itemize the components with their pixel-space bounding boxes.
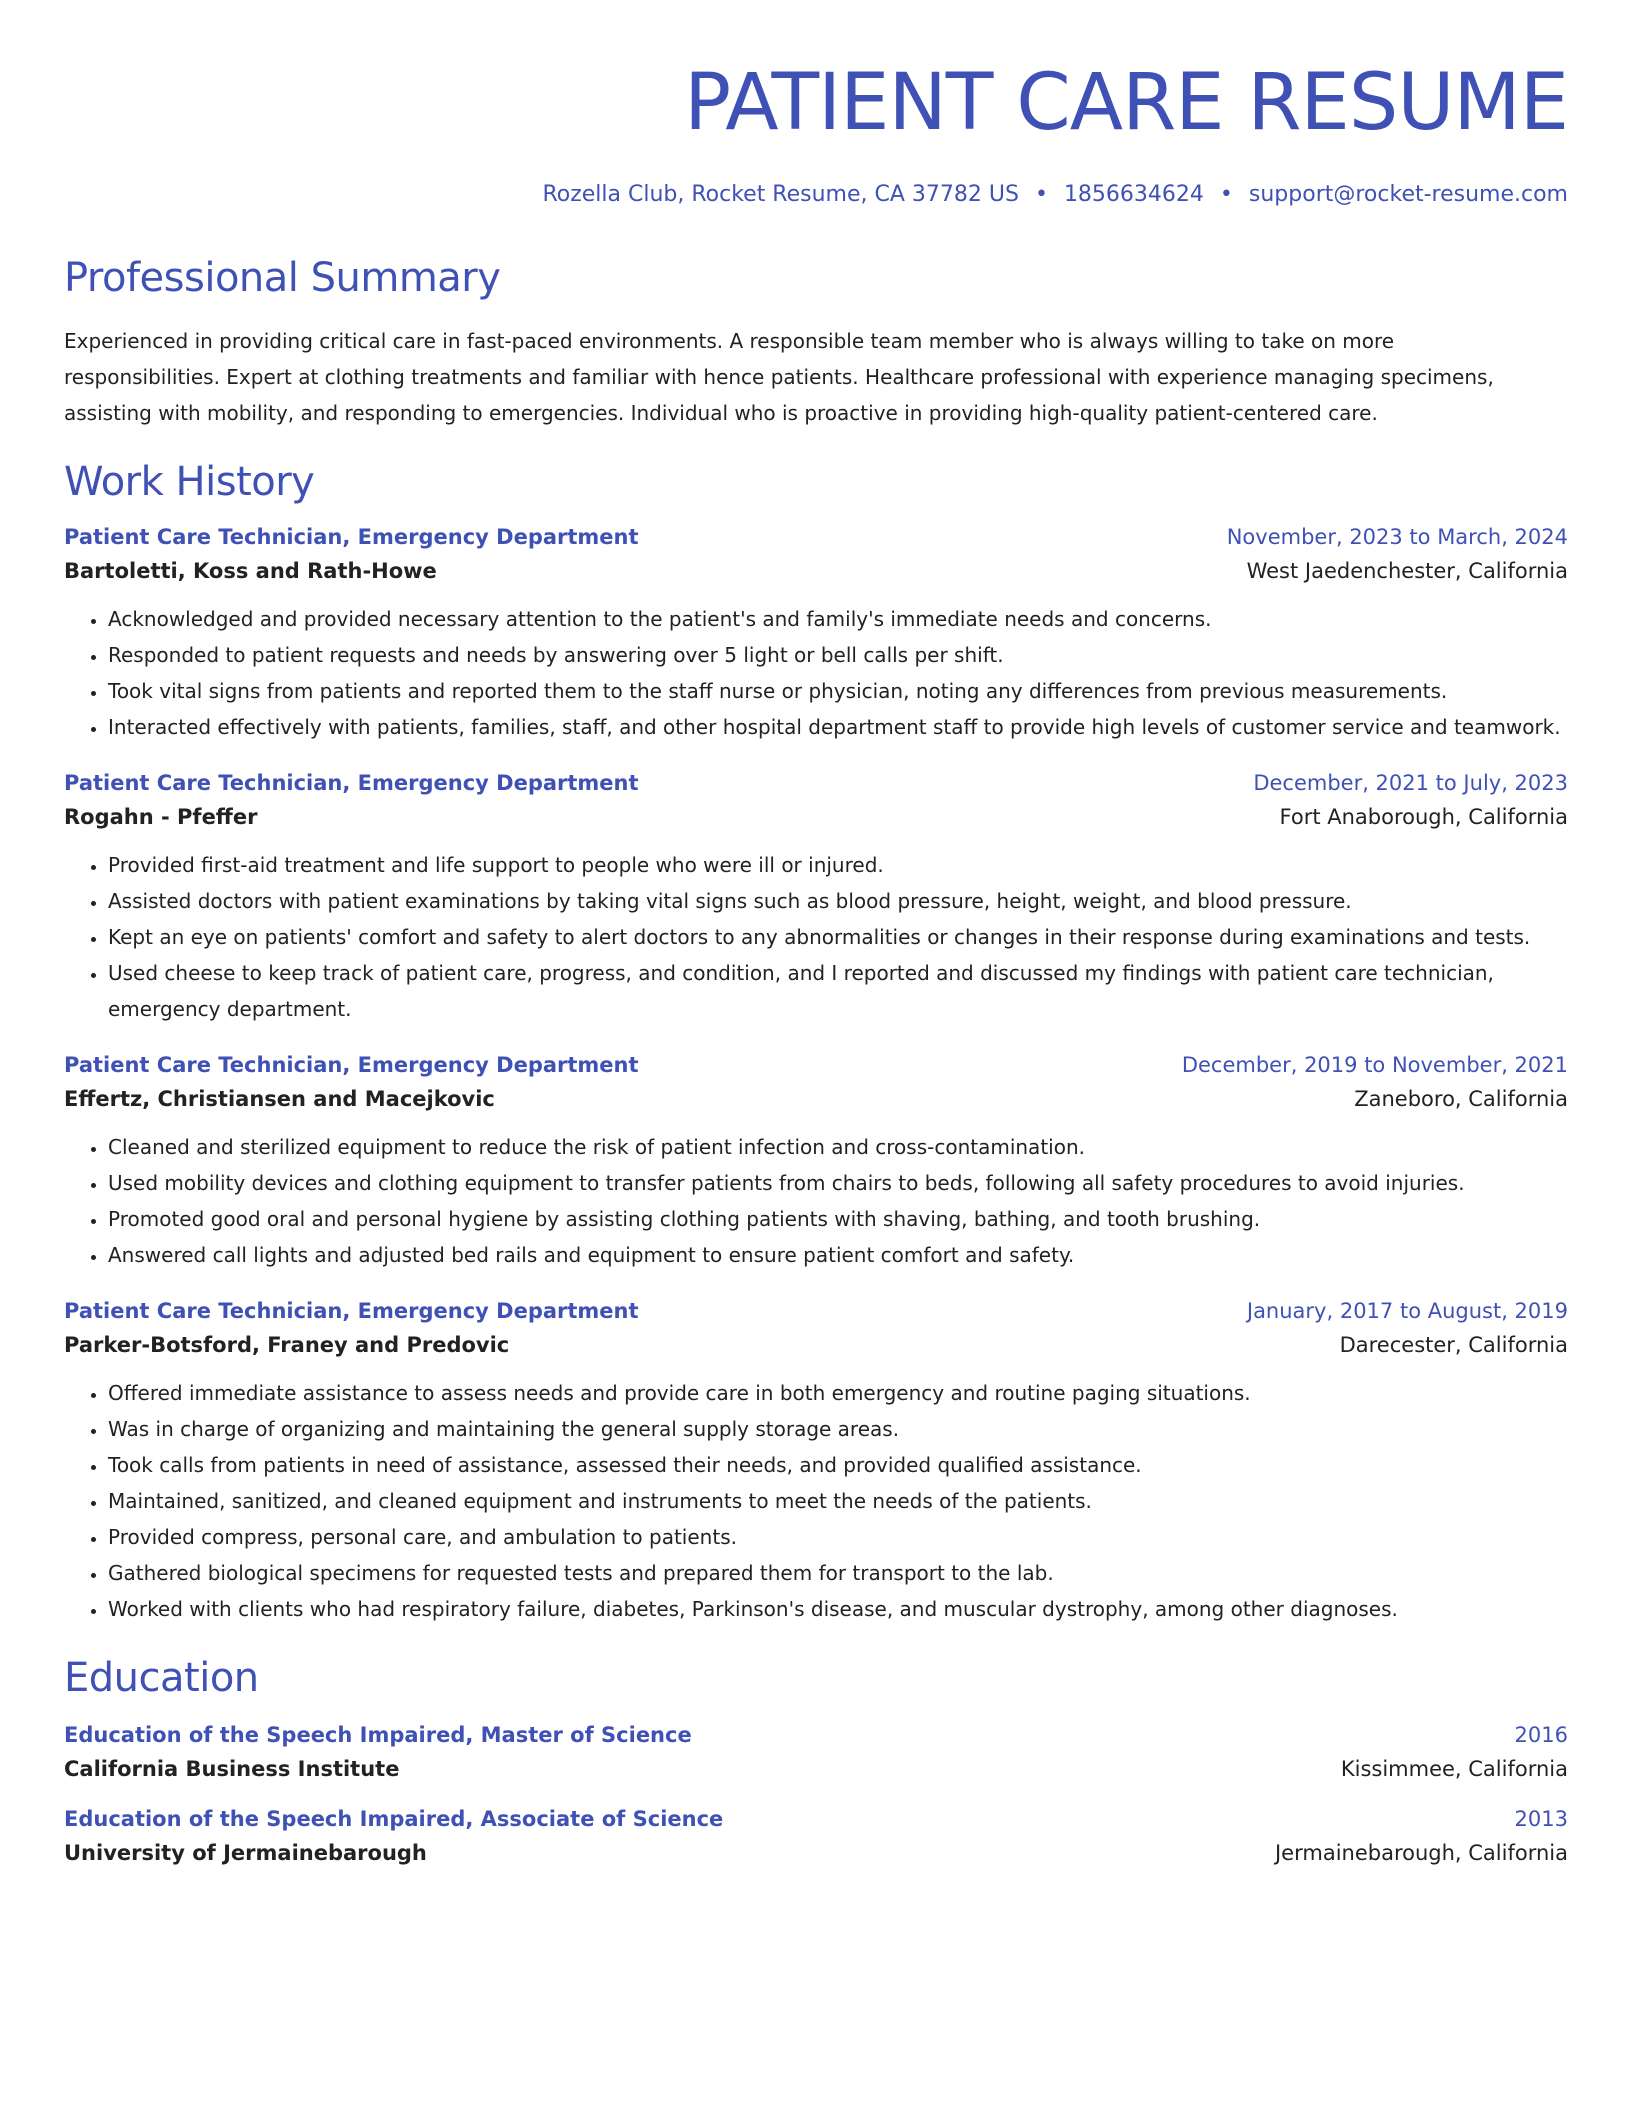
list-item: • Acknowledged and provided necessary attention to the patient's and family's immediate needs and concerns. <box>108 601 1568 637</box>
list-item: • Took vital signs from patients and reported them to the staff nurse or physician, noting any differences from previous measurements. <box>108 673 1568 709</box>
education-location: Kissimmee, California <box>1340 1757 1568 1781</box>
education-school: University of Jermainebarough <box>64 1841 427 1865</box>
education-year: 2013 <box>1514 1807 1568 1831</box>
education-heading: Education <box>64 1655 259 1701</box>
list-item: • Used cheese to keep track of patient care, progress, and condition, and I reported and discussed my findings with patient care technician, emergency department. <box>108 955 1568 1027</box>
list-item: • Worked with clients who had respiratory failure, diabetes, Parkinson's disease, and muscular dystrophy, among other diagnoses. <box>108 1591 1568 1627</box>
job-entry <box>64 771 1568 1027</box>
list-item: • Cleaned and sterilized equipment to reduce the risk of patient infection and cross-contamination. <box>108 1129 1568 1165</box>
list-item: • Used mobility devices and clothing equipment to transfer patients from chairs to beds, following all safety procedures to avoid injuries. <box>108 1165 1568 1201</box>
job-company: Parker-Botsford, Franey and Predovic <box>64 1333 510 1357</box>
summary-text: Experienced in providing critical care in fast-paced environments. A responsible team member who is always willing to take on more responsibilities. Expert at clothing treatments and familiar with hence patients. Healthcare professional with experience managing specimens, assisting with mobility, and responding to emergencies. Individual who is proactive in providing high-quality patient-centered care. <box>64 329 1494 425</box>
education-entry <box>64 1807 1568 1865</box>
work-history-heading: Work History <box>64 459 315 505</box>
list-item: • Responded to patient requests and needs by answering over 5 light or bell calls per shift. <box>108 637 1568 673</box>
job-company: Bartoletti, Koss and Rath-Howe <box>64 559 437 583</box>
job-entry <box>64 1299 1568 1627</box>
summary-heading: Professional Summary <box>64 255 501 301</box>
job-company: Effertz, Christiansen and Macejkovic <box>64 1087 495 1111</box>
education-degree: Education of the Speech Impaired, Associate of Science <box>64 1807 724 1831</box>
contact-line <box>64 182 1568 207</box>
contact-separator: • <box>1219 182 1233 207</box>
list-item: • Provided first-aid treatment and life support to people who were ill or injured. <box>108 847 1568 883</box>
job-dates: November, 2023 to March, 2024 <box>1226 525 1568 549</box>
job-company: Rogahn - Pfeffer <box>64 805 258 829</box>
list-item: • Was in charge of organizing and maintaining the general supply storage areas. <box>108 1411 1568 1447</box>
list-item: • Provided compress, personal care, and ambulation to patients. <box>108 1519 1568 1555</box>
education-entry <box>64 1723 1568 1781</box>
job-role: Patient Care Technician, Emergency Department <box>64 525 639 549</box>
list-item: • Maintained, sanitized, and cleaned equipment and instruments to meet the needs of the patients. <box>108 1483 1568 1519</box>
education-location: Jermainebarough, California <box>1274 1841 1568 1865</box>
job-location: Fort Anaborough, California <box>1279 805 1568 829</box>
list-item: • Interacted effectively with patients, families, staff, and other hospital department staff to provide high levels of customer service and teamwork. <box>108 709 1568 745</box>
job-role: Patient Care Technician, Emergency Department <box>64 1299 639 1323</box>
contact-phone[interactable]: 1856634624 <box>1063 182 1204 207</box>
job-dates: December, 2019 to November, 2021 <box>1181 1053 1568 1077</box>
job-entry <box>64 525 1568 745</box>
list-item: • Kept an eye on patients' comfort and safety to alert doctors to any abnormalities or changes in their response during examinations and tests. <box>108 919 1568 955</box>
job-dates: January, 2017 to August, 2019 <box>1246 1299 1568 1323</box>
job-location: West Jaedenchester, California <box>1246 559 1568 583</box>
education-degree: Education of the Speech Impaired, Master of Science <box>64 1723 692 1747</box>
education-year: 2016 <box>1514 1723 1568 1747</box>
list-item: • Promoted good oral and personal hygiene by assisting clothing patients with shaving, bathing, and tooth brushing. <box>108 1201 1568 1237</box>
list-item: • Offered immediate assistance to assess needs and provide care in both emergency and routine paging situations. <box>108 1375 1568 1411</box>
job-bullets <box>64 847 1568 1027</box>
list-item: • Gathered biological specimens for requested tests and prepared them for transport to the lab. <box>108 1555 1568 1591</box>
contact-separator: • <box>1034 182 1048 207</box>
job-location: Zaneboro, California <box>1354 1087 1568 1111</box>
job-bullets <box>64 1129 1568 1273</box>
list-item: • Assisted doctors with patient examinations by taking vital signs such as blood pressure, height, weight, and blood pressure. <box>108 883 1568 919</box>
job-entry <box>64 1053 1568 1273</box>
contact-address: Rozella Club, Rocket Resume, CA 37782 US <box>542 182 1019 207</box>
job-bullets <box>64 601 1568 745</box>
job-location: Darecester, California <box>1339 1333 1568 1357</box>
job-dates: December, 2021 to July, 2023 <box>1253 771 1568 795</box>
education-school: California Business Institute <box>64 1757 400 1781</box>
job-bullets <box>64 1375 1568 1627</box>
list-item: • Took calls from patients in need of assistance, assessed their needs, and provided qualified assistance. <box>108 1447 1568 1483</box>
contact-email[interactable]: support@rocket-resume.com <box>1248 182 1568 207</box>
list-item: • Answered call lights and adjusted bed rails and equipment to ensure patient comfort and safety. <box>108 1237 1568 1273</box>
job-role: Patient Care Technician, Emergency Department <box>64 1053 639 1077</box>
resume-title: PATIENT CARE RESUME <box>684 58 1568 148</box>
job-role: Patient Care Technician, Emergency Department <box>64 771 639 795</box>
